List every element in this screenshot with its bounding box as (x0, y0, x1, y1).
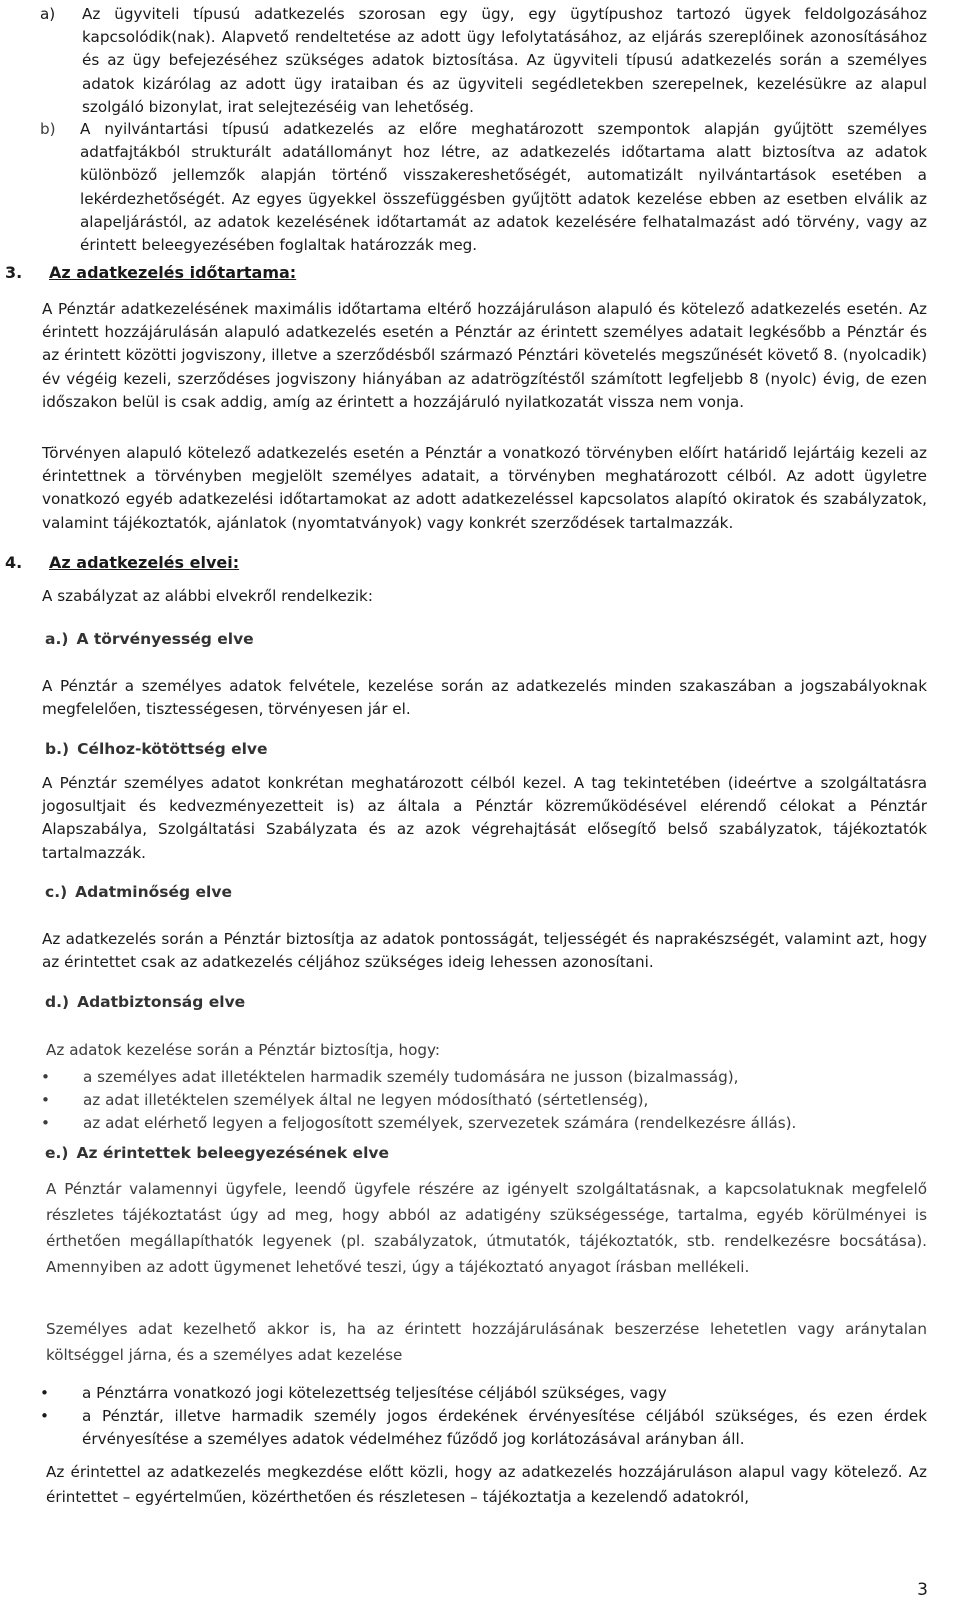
principle-e-paragraph-1: A Pénztár valamennyi ügyfele, leendő ügyfele részére az igényelt szolgáltatásnak, a kapcsolatuknak megfelelő részletes tájékoztatást úgy ad meg, hogy abból az adatigény szükségessége, tartalma, egyéb körülményei is érthetően megállapíthatók legyenek (pl. szabályzatok, útmutatók, tájékoztatók, stb. rendelkezésre bocsátása). Amennyiben az adott ügymenet lehetővé teszi, úgy a tájékoztató anyagot írásban mellékeli. (46, 1180, 927, 1276)
principle-b-text: A Pénztár személyes adatot konkrétan meghatározott célból kezel. A tag tekintetében (ideértve a szolgáltatásra jogosultjait és kedvezményezetteit is) az általa a Pénztár közreműködésével elérendő célokat a Pénztár Alapszabálya, Szolgáltatási Szabályzata és az azok végrehajtását elősegítő belső szabályzatok, tájékoztatók tartalmazzák. (42, 774, 927, 862)
list-item: • az adat elérhető legyen a feljogosított személyek, szervezetek számára (rendelkezésre állás). (83, 1112, 927, 1135)
principle-c-text: Az adatkezelés során a Pénztár biztosítja az adatok pontosságát, teljességét és naprakészségét, valamint azt, hogy az érintettet csak az adatkezelés céljához szükséges ideig lehessen azonosítani. (42, 930, 927, 972)
list-item: • az adat illetéktelen személyek által ne legyen módosítható (sértetlenség), (83, 1089, 927, 1112)
bullet-icon: • (41, 1114, 50, 1133)
principle-d-heading (45, 991, 245, 1013)
section-4-heading (5, 552, 240, 574)
section-3-heading (5, 262, 297, 284)
bullet-icon: • (40, 1384, 49, 1402)
section-3-number: 3. (5, 263, 23, 282)
principle-e-heading (45, 1142, 389, 1164)
principle-b-marker: b.) (45, 740, 70, 758)
bullet-icon: • (41, 1068, 50, 1086)
list-item: • a Pénztárra vonatkozó jogi kötelezettség teljesítése céljából szükséges, vagy (82, 1382, 927, 1405)
section-3-paragraph-2: Törvényen alapuló kötelező adatkezelés esetén a Pénztár a vonatkozó törvényben előírt határidő lejártáig kezeli az érintettnek a törvényben megjelölt személyes adatait, a törvényben meghatározott célból. Az adott ügyletre vonatkozó egyéb adatkezelési időtartamokat az adott adatkezeléssel kapcsolatos alapító okiratok és szabályzatok, valamint tájékoztatók, ajánlatok (nyomtatványok) vagy konkrét szerződések tartalmazzák. (42, 444, 927, 532)
principle-e-title: Az érintettek beleegyezésének elve (76, 1144, 389, 1162)
principle-b-heading (45, 738, 268, 760)
principle-c-heading (45, 881, 232, 903)
section-4-title: Az adatkezelés elvei: (49, 553, 240, 572)
bullet-icon: • (40, 1407, 49, 1426)
principle-e-paragraph-2: Személyes adat kezelhető akkor is, ha az érintett hozzájárulásának beszerzése lehetetlen vagy aránytalan költséggel járna, és a személyes adat kezelése (46, 1320, 927, 1364)
section-4-intro: A szabályzat az alábbi elvekről rendelkezik: (42, 587, 373, 605)
principle-a-title: A törvényesség elve (76, 630, 254, 648)
section-3-title: Az adatkezelés időtartama: (49, 263, 297, 282)
paragraph-item-b: A nyilvántartási típusú adatkezelés az előre meghatározott szempontok alapján gyűjtött személyes adatfajtákból strukturált adatállományt hoz létre, az adatkezelés időtartama alatt biztosítva az adatok különböző jellemzők alapján történő visszakereshetőségét, automatizált nyilvántartások esetében a lekérdezhetőségét. Az egyes ügyekkel összefüggésben gyűjtött adatok kezelése ebben az esetben elválik az alapeljárástól, az adatok kezelésének időtartamát az adatok kezelésére felhatalmazást adó törvény, vagy az érintett beleegyezésében foglaltak határozzák meg. (80, 120, 927, 255)
list-item: • a személyes adat illetéktelen harmadik személy tudomására ne jusson (bizalmasság), (83, 1066, 927, 1089)
paragraph-item-a: Az ügyviteli típusú adatkezelés szorosan egy ügy, egy ügytípushoz tartozó ügyek feldolgozásához kapcsolódik(nak). Alapvető rendeltetése az adott ügy lefolytatásához, az eljárás szereplőinek azonosításához és az ügy befejezéséhez szükséges adatok biztosítása. Az ügyviteli típusú adatkezelés során a személyes adatok kizárólag az adott ügy irataiban és az ügyviteli segédletekben szerepelnek, kezelésükre az alapul szolgáló bizonylat, irat selejtezéséig van lehetőség. (82, 5, 927, 116)
bullet-icon: • (41, 1091, 50, 1110)
principle-a-heading (45, 628, 254, 650)
principle-b-title: Célhoz-kötöttség elve (77, 740, 268, 758)
list-marker-a: a) (40, 5, 56, 23)
section-4-number: 4. (5, 553, 23, 572)
list-marker-b: b) (40, 120, 56, 138)
principle-d-title: Adatbiztonság elve (77, 993, 246, 1011)
list-item: • a Pénztár, illetve harmadik személy jogos érdekének érvényesítése céljából szükséges, és ezen érdek érvényesítése a személyes adatok védelméhez fűződő jog korlátozásával arányban áll. (40, 1407, 927, 1449)
principle-e-paragraph-3: Az érintettel az adatkezelés megkezdése előtt közli, hogy az adatkezelés hozzájáruláson alapul vagy kötelező. Az érintettet – egyértelműen, közérthetően és részletesen – tájékoztatja a kezelendő adatokról, (46, 1463, 927, 1506)
principle-c-title: Adatminőség elve (75, 883, 232, 901)
principle-d-bullet-list (41, 1066, 927, 1136)
principle-c-marker: c.) (45, 883, 68, 901)
page-number: 3 (917, 1580, 928, 1600)
principle-a-marker: a.) (45, 630, 69, 648)
principle-a-text: A Pénztár a személyes adatok felvétele, kezelése során az adatkezelés minden szakaszában a jogszabályoknak megfelelően, tisztességesen, törvényesen jár el. (42, 677, 927, 719)
principle-e-marker: e.) (45, 1144, 69, 1162)
principle-e-bullet-list (40, 1382, 927, 1452)
section-3-paragraph-1: A Pénztár adatkezelésének maximális időtartama eltérő hozzájáruláson alapuló és kötelező adatkezelés esetén. Az érintett hozzájárulásán alapuló adatkezelés esetén a Pénztár az érintett személyes adatait legkésőbb a Pénztár és az érintett közötti jogviszony, illetve a szerződésből származó Pénztári követelés megszűnését követő 8. (nyolcadik) év végéig kezeli, szerződéses jogviszony hiányában az adatrögzítéstől számított legfeljebb 8 (nyolc) évig, de ezen időszakon belül is csak addig, amíg az érintett a hozzájáruló nyilatkozatát vissza nem vonja. (42, 300, 927, 411)
principle-d-intro: Az adatok kezelése során a Pénztár biztosítja, hogy: (46, 1041, 441, 1059)
principle-d-marker: d.) (45, 993, 70, 1011)
